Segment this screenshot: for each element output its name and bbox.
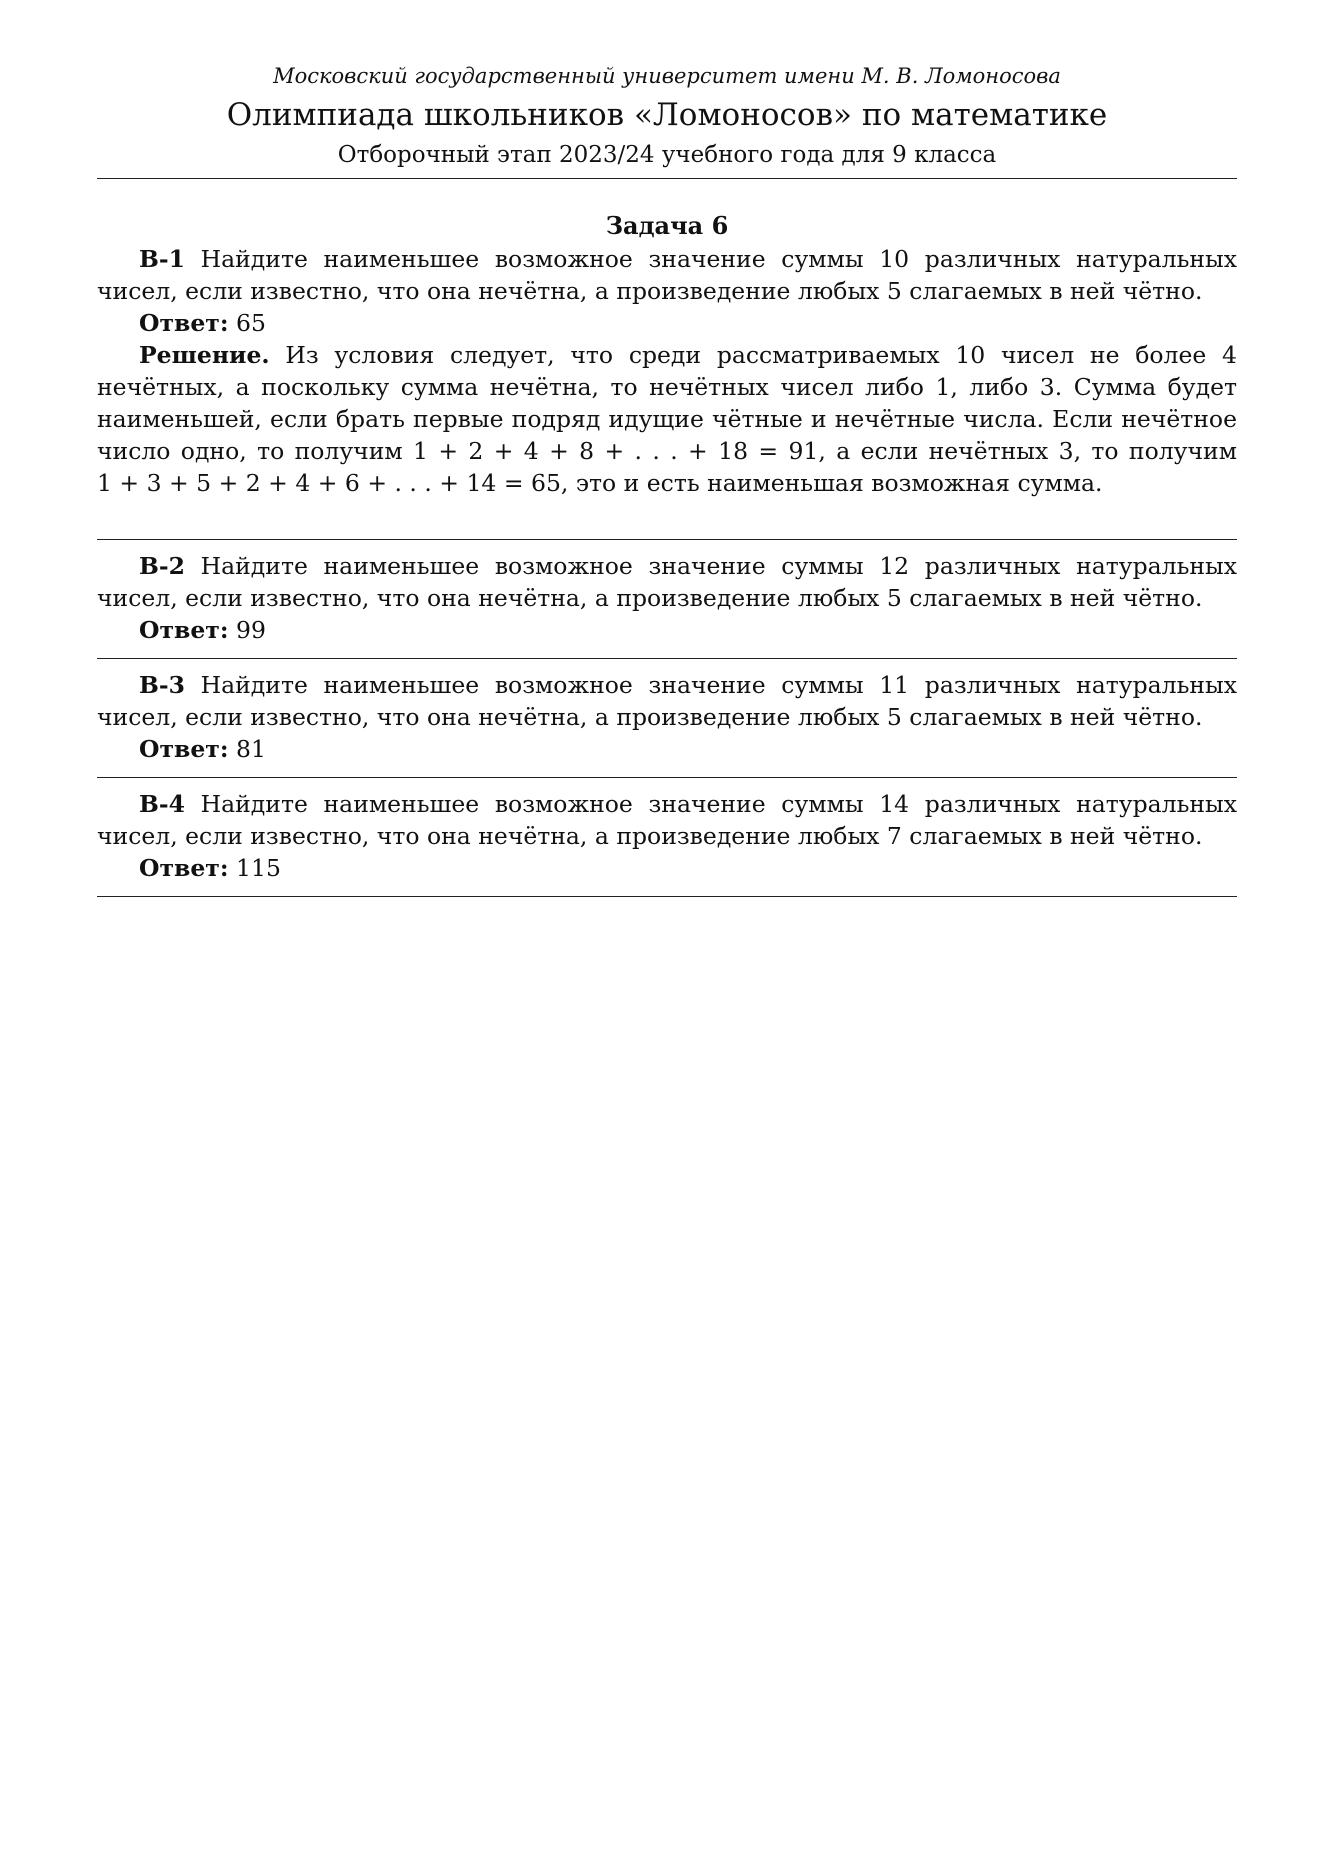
variant-4-text: Найдите наименьшее возможное значение суммы 14 различных натуральных чисел, если известно, что она нечётна, а произведение любых 7 слагаемых в ней чётно. <box>97 790 1237 850</box>
variant-1-text: Найдите наименьшее возможное значение суммы 10 различных натуральных чисел, если известно, что она нечётна, а произведение любых 5 слагаемых в ней чётно. <box>97 245 1237 305</box>
answer-label: Ответ: <box>139 616 229 644</box>
variant-3-text: Найдите наименьшее возможное значение суммы 11 различных натуральных чисел, если известно, что она нечётна, а произведение любых 5 слагаемых в ней чётно. <box>97 671 1237 731</box>
header-institution: Московский государственный университет имени М. В. Ломоносова <box>273 64 1061 88</box>
variant-3-answer-value: 81 <box>236 735 266 763</box>
variant-1-solution <box>97 339 1237 499</box>
variant-2 <box>97 550 1237 646</box>
variant-1-answer <box>97 307 1237 339</box>
header-subtitle: Отборочный этап 2023/24 учебного года для 9 класса <box>337 142 997 168</box>
variant-1 <box>97 243 1237 499</box>
variant-3-label: В-3 <box>139 671 185 699</box>
variant-2-answer-value: 99 <box>236 616 266 644</box>
problem-title: Задача 6 <box>605 211 729 240</box>
variant-2-statement <box>97 550 1237 614</box>
variant-3-statement <box>97 669 1237 733</box>
solution-label: Решение. <box>139 341 270 369</box>
variant-4-answer-value: 115 <box>236 854 281 882</box>
variant-divider <box>97 658 1237 659</box>
variant-2-label: В-2 <box>139 552 185 580</box>
solution-intro: Из условия следует, что среди рассматриваемых 10 чисел не более 4 нечётных, а поскольку сумма нечётна, то нечётных чисел либо 1, либо 3. Сумма будет наименьшей, если брать первые подряд идущие чётные и нечётные числа. Если нечётное число одно, то получим <box>97 341 1237 465</box>
variant-2-answer <box>97 614 1237 646</box>
variant-1-answer-value: 65 <box>236 309 266 337</box>
variant-3 <box>97 669 1237 765</box>
variant-divider <box>97 777 1237 778</box>
variant-1-label: В-1 <box>139 245 185 273</box>
header-title: Олимпиада школьников «Ломоносов» по математике <box>226 97 1108 133</box>
solution-formula-1: 1 + 2 + 4 + 8 + . . . + 18 = 91 <box>413 437 819 465</box>
document-page <box>97 60 1237 897</box>
solution-middle: , а если нечётных 3, то получим <box>818 437 1237 465</box>
variant-divider <box>97 896 1237 897</box>
answer-label: Ответ: <box>139 309 229 337</box>
variant-divider <box>97 539 1237 540</box>
variant-4 <box>97 788 1237 884</box>
solution-formula-2: 1 + 3 + 5 + 2 + 4 + 6 + . . . + 14 = 65 <box>97 469 561 497</box>
variant-4-statement <box>97 788 1237 852</box>
variant-1-statement <box>97 243 1237 307</box>
variant-2-text: Найдите наименьшее возможное значение суммы 12 различных натуральных чисел, если известно, что она нечётна, а произведение любых 5 слагаемых в ней чётно. <box>97 552 1237 612</box>
answer-label: Ответ: <box>139 735 229 763</box>
variant-4-answer <box>97 852 1237 884</box>
answer-label: Ответ: <box>139 854 229 882</box>
solution-end: , это и есть наименьшая возможная сумма. <box>560 469 1103 497</box>
header-divider <box>97 178 1237 179</box>
variant-3-answer <box>97 733 1237 765</box>
variant-4-label: В-4 <box>139 790 185 818</box>
